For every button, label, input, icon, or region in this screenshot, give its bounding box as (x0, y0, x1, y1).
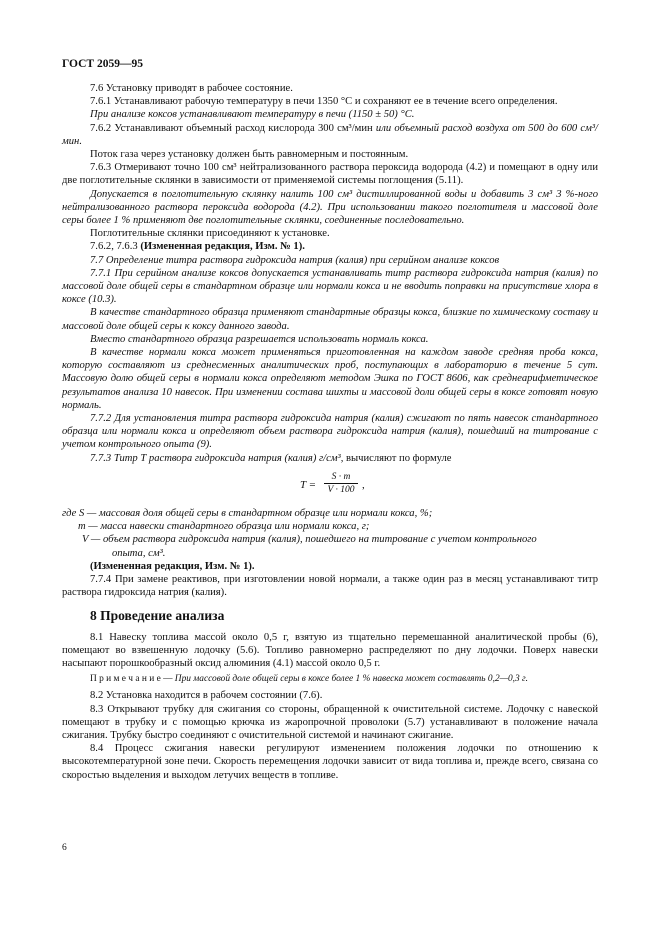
text-run: или объемный расход воздуха от 500 до 600 см³/мин. (62, 122, 598, 147)
legend-item: опыта, см³. (112, 547, 166, 559)
paragraph: В качестве нормали кокса может применяться приготовленная на каждом заводе средняя проба кокса, которую составляют из среднесменных аналитических проб, поступающих в лабораторию в течение 5 сут. Массовую долю общей серы в нормали кокса определяют методом Эшка по ГОСТ 8606, как среднеарифметическое результатов анализа 10 навесок. При изменении состава шихты и массовой доли общей серы в коксе готовят новую нормаль. (62, 347, 598, 411)
section-heading: 8 Проведение анализа (90, 608, 225, 624)
paragraph: 8.3 Открывают трубку для сжигания со стороны, обращенной к очистительной системе. Лодочку с навеской помещают в трубку и с помощью крючка из жаропрочной проволоки (5.7) устанавливают в положение начала сжигания. Трубку быстро соединяют с очистительной системой и начинают сжигание. (62, 703, 598, 741)
formula-lhs: T = (300, 478, 317, 491)
text-run: вычисляют по формуле (346, 452, 452, 464)
paragraph: 7.6.1 Устанавливают рабочую температуру в печи 1350 °С и сохраняют ее в течение всего определения. (90, 96, 558, 108)
formula-numerator: S · m (324, 471, 358, 484)
paragraph (62, 452, 598, 465)
paragraph: Поток газа через установку должен быть равномерным и постоянным. (90, 149, 409, 161)
text-run: 7.6.2 Устанавливают объемный расход кислорода 300 см³/мин (90, 122, 376, 134)
paragraph: В качестве стандартного образца применяют стандартные образцы кокса, близкие по химическому составу и массовой доле общей серы к коксу данного завода. (62, 307, 598, 332)
paragraph: 8.4 Процесс сжигания навески регулируют изменением положения лодочки по отношению к высокотемпературной зоне печи. Скорость перемещения лодочки зависит от вида топлива и, прежде всего, связана со скоростью выделения и выходом летучих веществ в топливе. (62, 743, 598, 781)
paragraph: При анализе коксов устанавливают температуру в печи (1150 ± 50) °С. (90, 109, 415, 121)
paragraph: 8.2 Установка находится в рабочем состоянии (7.6). (90, 690, 323, 702)
paragraph: 7.7 Определение титра раствора гидроксида натрия (калия) при серийном анализе коксов (90, 254, 500, 266)
legend-item: V — объем раствора гидроксида натрия (калия), пошедшего на титрование с учетом контрольного (82, 534, 537, 546)
paragraph: Допускается в поглотительную склянку налить 100 см³ дистиллированной воды и добавить 3 см³ 3 %-ного нейтрализованного раствора пероксида водорода (4.2). При использовании такого поглотителя и массовой доле серы более 1 % применяют две поглотительные склянки, соединенные последовательно. (62, 188, 598, 227)
formula-comma: , (362, 478, 365, 491)
amendment-note: (Измененная редакция, Изм. № 1). (140, 241, 305, 253)
paragraph: 8.1 Навеску топлива массой около 0,5 г, взятую из тщательно перемешанной аналитической пробы (6), помещают во взвешенную лодочку (5.6). Топливо равномерно распределяют по дну лодочки. Поверх навески насыпают порошкообразный оксид алюминия (4.1) массой около 0,5 г. (62, 631, 598, 669)
document-header: ГОСТ 2059—95 (62, 58, 143, 70)
legend-item: где S — массовая доля общей серы в стандартном образце или нормали кокса, %; (62, 507, 433, 519)
paragraph: 7.6 Установку приводят в рабочее состояние. (90, 83, 293, 94)
note-text: При массовой доле общей серы в коксе более 1 % навеска может составлять 0,2—0,3 г. (174, 674, 528, 685)
text-run: 7.7.3 Титр Т раствора гидроксида натрия (калия) г/см³, (90, 452, 347, 464)
amendment-note: (Измененная редакция, Изм. № 1). (90, 560, 255, 572)
formula-denominator: V · 100 (327, 484, 355, 495)
paragraph (62, 240, 598, 253)
page-number: 6 (62, 843, 67, 853)
paragraph: 7.7.2 Для установления титра раствора гидроксида натрия (калия) сжигают по пять навесок стандартного образца или нормали кокса и определяют объем раствора гидроксида натрия (калия), пошедший на титрование с учетом контрольного опыта (9). (62, 413, 598, 451)
paragraph: 7.7.1 При серийном анализе коксов допускается устанавливать титр раствора гидроксида натрия (калия) по массовой доле общей серы в стандартном образце или нормали кокса и не вводить поправки на присутствие хлора в коксе (10.3). (62, 267, 598, 306)
formula-legend (62, 507, 598, 560)
legend-item: m — масса навески стандартного образца или нормали кокса, г; (78, 521, 370, 533)
paragraph (62, 122, 598, 148)
note (62, 673, 598, 686)
paragraph: 7.7.4 При замене реактивов, при изготовлении новой нормали, а также один раз в месяц устанавливают титр раствора гидроксида натрия (калия). (62, 573, 598, 599)
text-run: 7.6.2, 7.6.3 (90, 241, 141, 253)
document-body (62, 82, 598, 782)
paragraph: 7.6.3 Отмеривают точно 100 см³ нейтрализованного раствора пероксида водорода (4.2) и помещают в одну или две поглотительные склянки в зависимости от применяемой системы поглощения (5.11). (62, 162, 598, 187)
paragraph: Вместо стандартного образца разрешается использовать нормаль кокса. (90, 333, 429, 345)
note-label: П р и м е ч а н и е — (90, 674, 175, 685)
formula-fraction (324, 471, 358, 496)
paragraph: Поглотительные склянки присоединяют к установке. (90, 228, 330, 240)
formula (62, 471, 598, 501)
